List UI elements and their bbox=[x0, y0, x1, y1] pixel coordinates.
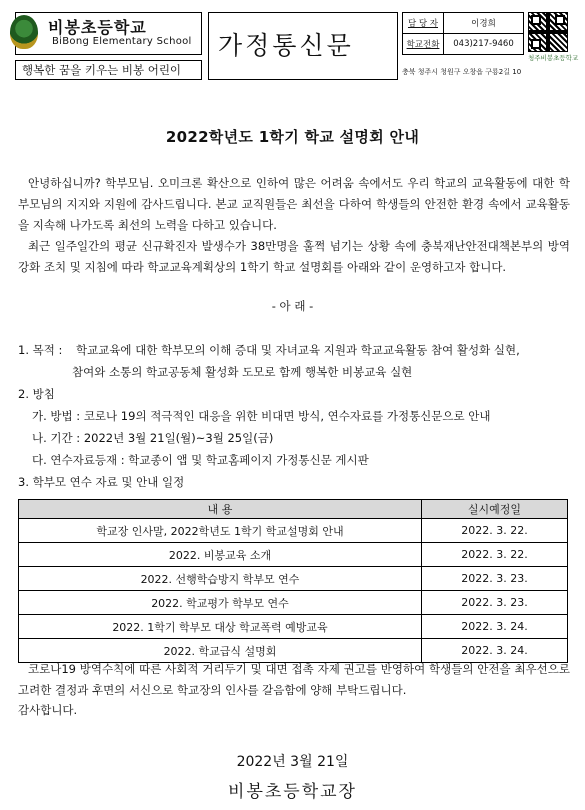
schedule-date: 2022. 3. 23. bbox=[422, 591, 568, 615]
document-title: 2022학년도 1학기 학교 설명회 안내 bbox=[165, 128, 420, 146]
schedule-content: 2022. 학교급식 설명회 bbox=[19, 639, 422, 663]
contact-value: 043)217-9460 bbox=[444, 34, 524, 55]
schedule-table bbox=[18, 499, 568, 663]
qr-label: 청주비봉초등학교 bbox=[528, 54, 579, 62]
school-name-english: BiBong Elementary School bbox=[52, 36, 192, 47]
table-row bbox=[19, 543, 568, 567]
column-header-content: 내 용 bbox=[19, 500, 422, 519]
schedule-content: 학교장 인사말, 2022학년도 1학기 학교설명회 안내 bbox=[19, 519, 422, 543]
table-row bbox=[19, 591, 568, 615]
schedule-content: 2022. 학교평가 학부모 연수 bbox=[19, 591, 422, 615]
signature-date: 2022년 3월 21일 bbox=[236, 754, 349, 770]
table-row bbox=[19, 615, 568, 639]
item1-label: 1. 목적 : bbox=[18, 343, 63, 357]
closing-paragraph: 코로나19 방역수칙에 따른 사회적 거리두기 및 대면 접촉 자제 권고를 반영하여 학생들의 안전을 최우선으로 고려한 결정과 후면의 서신으로 학교장의 인사를 갈음함에 양해 부탁드립니다. bbox=[18, 662, 570, 697]
schedule-date: 2022. 3. 23. bbox=[422, 567, 568, 591]
table-row bbox=[19, 567, 568, 591]
school-name-korean: 비봉초등학교 bbox=[48, 18, 147, 37]
intro-paragraph-2: 최근 일주일간의 평균 신규확진자 발생수가 38만명을 훌쩍 넘기는 상황 속에 충북재난안전대책본부의 방역강화 조치 및 지침에 따라 학교교육계획상의 1학기 학교 설명회를 아래와 같이 운영하고자 합니다. bbox=[18, 239, 570, 274]
item3-label: 3. 학부모 연수 자료 및 안내 일정 bbox=[18, 475, 185, 489]
schedule-date: 2022. 3. 24. bbox=[422, 615, 568, 639]
school-logo-icon bbox=[10, 15, 38, 49]
item2-label: 2. 방침 bbox=[18, 387, 55, 401]
contact-value: 이경희 bbox=[444, 13, 524, 34]
schedule-content: 2022. 1학기 학부모 대상 학교폭력 예방교육 bbox=[19, 615, 422, 639]
newsletter-title: 가정통신문 bbox=[218, 31, 354, 60]
schedule-date: 2022. 3. 22. bbox=[422, 519, 568, 543]
table-row bbox=[19, 519, 568, 543]
item1-line2: 참여와 소통의 학교공동체 활성화 도모로 함께 행복한 비봉교육 실현 bbox=[72, 365, 413, 379]
item1-line1: 학교교육에 대한 학부모의 이해 증대 및 자녀교육 지원과 학교교육활동 참여 활성화 실현, bbox=[76, 343, 520, 357]
contact-label: 학교전화 bbox=[403, 34, 444, 55]
column-header-date: 실시예정일 bbox=[422, 500, 568, 519]
schedule-date: 2022. 3. 24. bbox=[422, 639, 568, 663]
item2-registration: 다. 연수자료등재 : 학교종이 앱 및 학교홈페이지 가정통신문 게시판 bbox=[32, 453, 369, 467]
schedule-content: 2022. 선행학습방지 학부모 연수 bbox=[19, 567, 422, 591]
below-marker: - 아 래 - bbox=[271, 299, 314, 313]
item2-method: 가. 방법 : 코로나 19의 적극적인 대응을 위한 비대면 방식, 연수자료를 가정통신문으로 안내 bbox=[32, 409, 491, 423]
table-header-row bbox=[19, 500, 568, 519]
schedule-content: 2022. 비봉교육 소개 bbox=[19, 543, 422, 567]
qr-code-icon bbox=[528, 12, 568, 52]
contact-info-table bbox=[402, 12, 524, 55]
contact-label: 담 당 자 bbox=[403, 13, 444, 34]
schedule-date: 2022. 3. 22. bbox=[422, 543, 568, 567]
item2-period: 나. 기간 : 2022년 3월 21일(월)~3월 25일(금) bbox=[32, 431, 274, 445]
thanks-text: 감사합니다. bbox=[18, 703, 78, 717]
contact-row bbox=[403, 13, 524, 34]
school-slogan: 행복한 꿈을 키우는 비봉 어린이 bbox=[22, 63, 182, 77]
school-address: 충북 청주시 청원구 오창읍 구룡2길 10 bbox=[402, 68, 522, 76]
principal-signature: 비봉초등학교장 bbox=[228, 782, 357, 802]
intro-paragraph-1: 안녕하십니까? 학부모님. 오미크론 확산으로 인하여 많은 어려움 속에서도 우리 학교의 교육활동에 대한 학부모님의 지지와 지원에 감사드립니다. 본교 교직원들은 최선을 다하여 학생들의 안전한 환경 속에서 교육활동을 지속해 나가도록 최선의 노력을 다하고 있습니다. bbox=[18, 176, 570, 232]
contact-row bbox=[403, 34, 524, 55]
